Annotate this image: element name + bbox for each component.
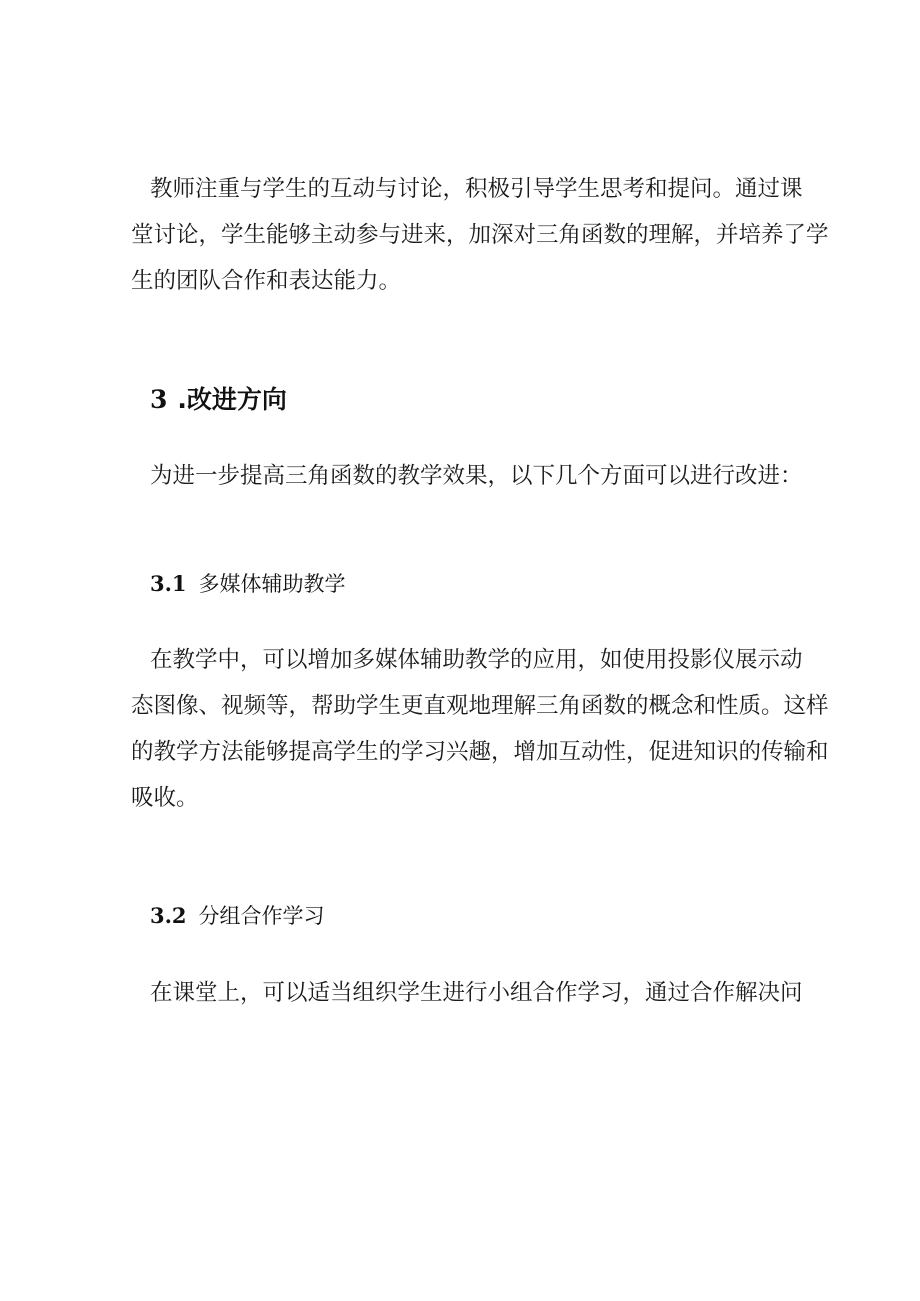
paragraph-line: 在课堂上，可以适当组织学生进行小组合作学习，通过合作解决问 xyxy=(150,980,803,1006)
paragraph-line: 在教学中，可以增加多媒体辅助教学的应用，如使用投影仪展示动 xyxy=(150,647,803,673)
section-title: 多媒体辅助教学 xyxy=(198,572,346,596)
paragraph-line: 生的团队合作和表达能力。 xyxy=(131,268,402,294)
section-title: .改进方向 xyxy=(177,385,287,414)
paragraph-line: 态图像、视频等，帮助学生更直观地理解三角函数的概念和性质。这样 xyxy=(131,693,829,719)
paragraph-multimedia xyxy=(131,637,830,821)
paragraph-line: 的教学方法能够提高学生的学习兴趣，增加互动性，促进知识的传输和 xyxy=(131,739,829,765)
section-title: 分组合作学习 xyxy=(198,904,325,928)
paragraph-interaction xyxy=(131,166,830,304)
section-number: 3.2 xyxy=(150,903,187,928)
section-heading-3-1 xyxy=(150,568,346,598)
section-heading-3-2 xyxy=(150,900,325,930)
paragraph-group-work xyxy=(150,970,830,1016)
paragraph-line: 教师注重与学生的互动与讨论，积极引导学生思考和提问。通过课 xyxy=(150,176,803,202)
section-number: 3 xyxy=(150,385,168,414)
paragraph-line: 堂讨论，学生能够主动参与进来，加深对三角函数的理解，并培养了学 xyxy=(131,222,829,248)
paragraph-improvement-intro xyxy=(150,453,830,499)
paragraph-line: 吸收。 xyxy=(131,785,199,811)
paragraph-line: 为进一步提高三角函数的教学效果，以下几个方面可以进行改进： xyxy=(150,463,803,489)
section-number: 3.1 xyxy=(150,571,187,596)
section-heading-3 xyxy=(150,380,287,416)
